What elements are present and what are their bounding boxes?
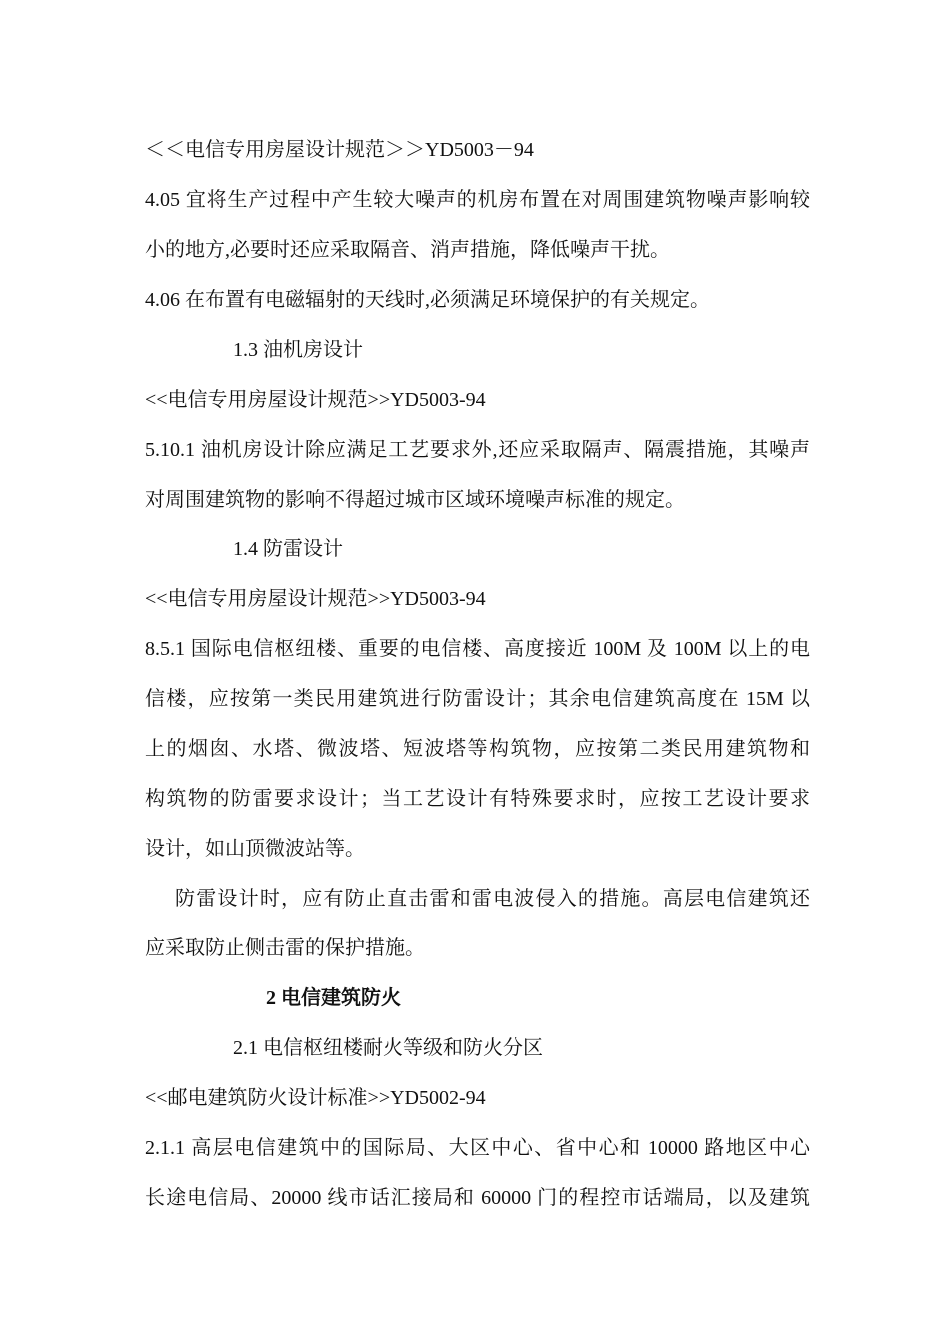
clause-8-5-1-line-5: 设计，如山顶微波站等。	[145, 838, 365, 860]
clause-8-5-1-line-4: 构筑物的防雷要求设计；当工艺设计有特殊要求时，应按工艺设计要求	[145, 788, 810, 810]
chapter-2-heading: 2 电信建筑防火	[266, 987, 401, 1009]
standard-reference-line: <<电信专用房屋设计规范>>YD5003-94	[145, 588, 486, 610]
section-2-1-heading: 2.1 电信枢纽楼耐火等级和防火分区	[233, 1037, 543, 1059]
lightning-paragraph-line-1: 防雷设计时，应有防止直击雷和雷电波侵入的措施。高层电信建筑还	[175, 888, 810, 910]
section-1-4-heading: 1.4 防雷设计	[233, 538, 343, 560]
clause-8-5-1-line-2: 信楼，应按第一类民用建筑进行防雷设计；其余电信建筑高度在 15M 以	[145, 688, 810, 710]
clause-2-1-1-line-1: 2.1.1 高层电信建筑中的国际局、大区中心、省中心和 10000 路地区中心	[145, 1137, 810, 1159]
standard-reference-line: <<电信专用房屋设计规范>>YD5003-94	[145, 389, 486, 411]
lightning-paragraph-line-2: 应采取防止侧击雷的保护措施。	[145, 937, 425, 959]
section-1-3-heading: 1.3 油机房设计	[233, 339, 363, 361]
clause-4-05-line-2: 小的地方,必要时还应采取隔音、消声措施，降低噪声干扰。	[145, 239, 670, 261]
clause-8-5-1-line-1: 8.5.1 国际电信枢纽楼、重要的电信楼、高度接近 100M 及 100M 以上的电	[145, 638, 810, 660]
clause-4-05-line-1: 4.05 宜将生产过程中产生较大噪声的机房布置在对周围建筑物噪声影响较	[145, 189, 810, 211]
clause-2-1-1-line-2: 长途电信局、20000 线市话汇接局和 60000 门的程控市话端局，以及建筑	[145, 1187, 810, 1209]
clause-4-06-line: 4.06 在布置有电磁辐射的天线时,必须满足环境保护的有关规定。	[145, 289, 710, 311]
clause-5-10-1-line-1: 5.10.1 油机房设计除应满足工艺要求外,还应采取隔声、隔震措施，其噪声	[145, 439, 810, 461]
clause-8-5-1-line-3: 上的烟囱、水塔、微波塔、短波塔等构筑物，应按第二类民用建筑物和	[145, 738, 810, 760]
clause-5-10-1-line-2: 对周围建筑物的影响不得超过城市区域环境噪声标准的规定。	[145, 489, 685, 511]
standard-reference-line: ＜＜电信专用房屋设计规范＞＞YD5003－94	[145, 139, 534, 161]
standard-reference-line: <<邮电建筑防火设计标准>>YD5002-94	[145, 1087, 486, 1109]
